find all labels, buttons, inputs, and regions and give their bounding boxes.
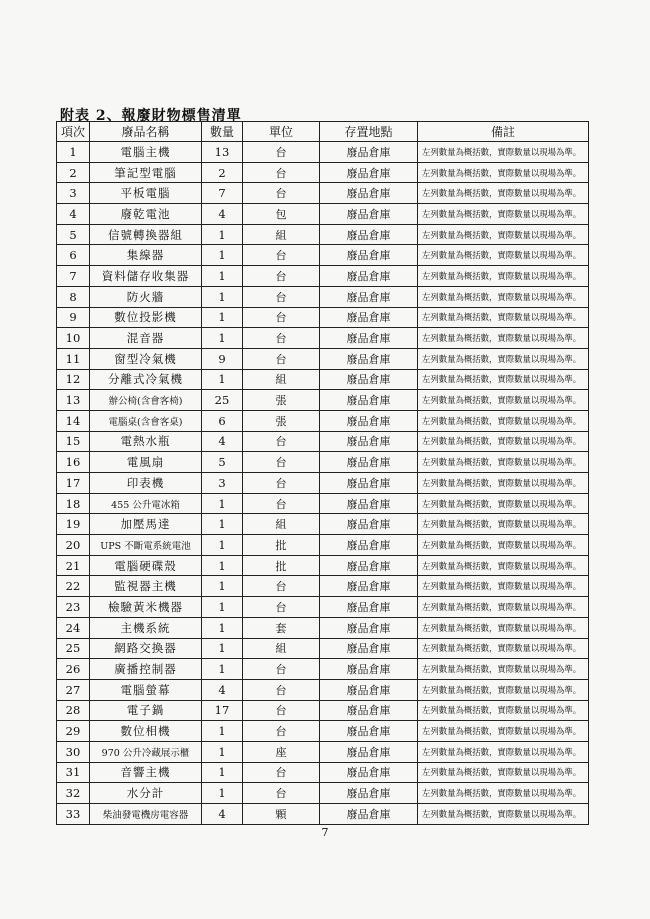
cell-location: 廢品倉庫 — [320, 659, 418, 680]
cell-location: 廢品倉庫 — [320, 162, 418, 183]
cell-unit: 台 — [243, 452, 320, 473]
cell-no: 27 — [57, 679, 90, 700]
cell-no: 19 — [57, 514, 90, 535]
cell-location: 廢品倉庫 — [320, 783, 418, 804]
cell-unit: 組 — [243, 514, 320, 535]
cell-location: 廢品倉庫 — [320, 452, 418, 473]
header-no: 項次 — [57, 122, 90, 142]
cell-unit: 組 — [243, 224, 320, 245]
cell-qty: 13 — [202, 142, 243, 163]
cell-location: 廢品倉庫 — [320, 617, 418, 638]
cell-no: 11 — [57, 348, 90, 369]
cell-remark: 左列數量為概括數，實際數量以現場為準。 — [418, 431, 589, 452]
cell-name: 網路交換器 — [90, 638, 202, 659]
cell-no: 1 — [57, 142, 90, 163]
cell-no: 4 — [57, 204, 90, 225]
cell-no: 16 — [57, 452, 90, 473]
cell-no: 5 — [57, 224, 90, 245]
cell-qty: 7 — [202, 183, 243, 204]
cell-name: 印表機 — [90, 473, 202, 494]
cell-no: 28 — [57, 700, 90, 721]
table-row — [57, 783, 589, 804]
cell-qty: 2 — [202, 162, 243, 183]
cell-name: 廣播控制器 — [90, 659, 202, 680]
cell-no: 21 — [57, 555, 90, 576]
header-name: 廢品名稱 — [90, 122, 202, 142]
cell-remark: 左列數量為概括數，實際數量以現場為準。 — [418, 142, 589, 163]
cell-remark: 左列數量為概括數，實際數量以現場為準。 — [418, 452, 589, 473]
table-row — [57, 473, 589, 494]
cell-qty: 9 — [202, 348, 243, 369]
cell-unit: 台 — [243, 700, 320, 721]
cell-name: 廢乾電池 — [90, 204, 202, 225]
cell-remark: 左列數量為概括數，實際數量以現場為準。 — [418, 576, 589, 597]
table-body — [57, 142, 589, 825]
cell-remark: 左列數量為概括數，實際數量以現場為準。 — [418, 473, 589, 494]
cell-remark: 左列數量為概括數，實際數量以現場為準。 — [418, 514, 589, 535]
table-row — [57, 659, 589, 680]
cell-unit: 批 — [243, 555, 320, 576]
disposal-items-table — [56, 121, 589, 825]
cell-unit: 台 — [243, 245, 320, 266]
cell-name: 455 公升電冰箱 — [90, 493, 202, 514]
table-row — [57, 286, 589, 307]
cell-location: 廢品倉庫 — [320, 741, 418, 762]
cell-location: 廢品倉庫 — [320, 410, 418, 431]
cell-name: 窗型冷氣機 — [90, 348, 202, 369]
cell-no: 31 — [57, 762, 90, 783]
cell-location: 廢品倉庫 — [320, 493, 418, 514]
table-row — [57, 514, 589, 535]
cell-no: 9 — [57, 307, 90, 328]
cell-qty: 1 — [202, 266, 243, 287]
cell-qty: 1 — [202, 224, 243, 245]
cell-remark: 左列數量為概括數，實際數量以現場為準。 — [418, 535, 589, 556]
table-row — [57, 638, 589, 659]
cell-location: 廢品倉庫 — [320, 700, 418, 721]
cell-location: 廢品倉庫 — [320, 224, 418, 245]
cell-location: 廢品倉庫 — [320, 576, 418, 597]
cell-name: 電子鍋 — [90, 700, 202, 721]
table-row — [57, 328, 589, 349]
page-title: 附表 2、報廢財物標售清單 — [60, 108, 242, 124]
cell-location: 廢品倉庫 — [320, 431, 418, 452]
cell-remark: 左列數量為概括數，實際數量以現場為準。 — [418, 638, 589, 659]
cell-unit: 台 — [243, 659, 320, 680]
table-row — [57, 410, 589, 431]
cell-qty: 1 — [202, 659, 243, 680]
cell-location: 廢品倉庫 — [320, 183, 418, 204]
cell-qty: 1 — [202, 783, 243, 804]
cell-location: 廢品倉庫 — [320, 142, 418, 163]
cell-unit: 台 — [243, 162, 320, 183]
cell-remark: 左列數量為概括數，實際數量以現場為準。 — [418, 204, 589, 225]
cell-unit: 張 — [243, 390, 320, 411]
cell-name: 水分計 — [90, 783, 202, 804]
cell-unit: 套 — [243, 617, 320, 638]
cell-qty: 1 — [202, 286, 243, 307]
table-row — [57, 183, 589, 204]
cell-location: 廢品倉庫 — [320, 762, 418, 783]
cell-unit: 台 — [243, 142, 320, 163]
cell-location: 廢品倉庫 — [320, 638, 418, 659]
cell-remark: 左列數量為概括數，實際數量以現場為準。 — [418, 700, 589, 721]
cell-unit: 組 — [243, 638, 320, 659]
cell-qty: 4 — [202, 679, 243, 700]
cell-unit: 台 — [243, 762, 320, 783]
cell-remark: 左列數量為概括數，實際數量以現場為準。 — [418, 369, 589, 390]
cell-remark: 左列數量為概括數，實際數量以現場為準。 — [418, 741, 589, 762]
cell-remark: 左列數量為概括數，實際數量以現場為準。 — [418, 555, 589, 576]
cell-remark: 左列數量為概括數，實際數量以現場為準。 — [418, 410, 589, 431]
cell-qty: 1 — [202, 369, 243, 390]
cell-remark: 左列數量為概括數，實際數量以現場為準。 — [418, 307, 589, 328]
cell-name: 主機系統 — [90, 617, 202, 638]
cell-name: 970 公升冷藏展示櫃 — [90, 741, 202, 762]
cell-no: 32 — [57, 783, 90, 804]
cell-no: 3 — [57, 183, 90, 204]
cell-location: 廢品倉庫 — [320, 535, 418, 556]
cell-location: 廢品倉庫 — [320, 266, 418, 287]
table-row — [57, 741, 589, 762]
cell-qty: 3 — [202, 473, 243, 494]
table-row — [57, 493, 589, 514]
table-row — [57, 452, 589, 473]
cell-location: 廢品倉庫 — [320, 328, 418, 349]
cell-no: 18 — [57, 493, 90, 514]
cell-qty: 1 — [202, 638, 243, 659]
table-header-row — [57, 122, 589, 142]
table-row — [57, 307, 589, 328]
cell-location: 廢品倉庫 — [320, 514, 418, 535]
cell-unit: 台 — [243, 328, 320, 349]
header-qty: 數量 — [202, 122, 243, 142]
cell-no: 10 — [57, 328, 90, 349]
cell-no: 33 — [57, 804, 90, 825]
cell-qty: 25 — [202, 390, 243, 411]
cell-location: 廢品倉庫 — [320, 473, 418, 494]
cell-qty: 1 — [202, 617, 243, 638]
cell-name: 信號轉換器組 — [90, 224, 202, 245]
cell-no: 23 — [57, 597, 90, 618]
cell-unit: 台 — [243, 348, 320, 369]
cell-no: 13 — [57, 390, 90, 411]
cell-location: 廢品倉庫 — [320, 597, 418, 618]
cell-unit: 台 — [243, 783, 320, 804]
table-row — [57, 266, 589, 287]
cell-qty: 1 — [202, 307, 243, 328]
header-unit: 單位 — [243, 122, 320, 142]
cell-name: 集線器 — [90, 245, 202, 266]
cell-location: 廢品倉庫 — [320, 721, 418, 742]
cell-qty: 1 — [202, 576, 243, 597]
cell-unit: 台 — [243, 493, 320, 514]
cell-qty: 1 — [202, 245, 243, 266]
cell-location: 廢品倉庫 — [320, 555, 418, 576]
table-row — [57, 576, 589, 597]
cell-remark: 左列數量為概括數，實際數量以現場為準。 — [418, 617, 589, 638]
cell-unit: 包 — [243, 204, 320, 225]
cell-qty: 4 — [202, 431, 243, 452]
table-row — [57, 431, 589, 452]
table-row — [57, 721, 589, 742]
cell-unit: 台 — [243, 286, 320, 307]
cell-no: 12 — [57, 369, 90, 390]
cell-remark: 左列數量為概括數，實際數量以現場為準。 — [418, 783, 589, 804]
cell-qty: 1 — [202, 741, 243, 762]
table-row — [57, 245, 589, 266]
cell-name: 電腦螢幕 — [90, 679, 202, 700]
cell-no: 25 — [57, 638, 90, 659]
cell-unit: 座 — [243, 741, 320, 762]
cell-location: 廢品倉庫 — [320, 348, 418, 369]
cell-location: 廢品倉庫 — [320, 286, 418, 307]
cell-name: UPS 不斷電系統電池 — [90, 535, 202, 556]
cell-name: 數位投影機 — [90, 307, 202, 328]
cell-no: 17 — [57, 473, 90, 494]
cell-no: 30 — [57, 741, 90, 762]
cell-remark: 左列數量為概括數，實際數量以現場為準。 — [418, 390, 589, 411]
cell-unit: 台 — [243, 183, 320, 204]
cell-qty: 1 — [202, 721, 243, 742]
cell-name: 檢驗黃米機器 — [90, 597, 202, 618]
table-row — [57, 762, 589, 783]
cell-name: 分離式冷氣機 — [90, 369, 202, 390]
cell-no: 20 — [57, 535, 90, 556]
cell-unit: 台 — [243, 473, 320, 494]
cell-qty: 1 — [202, 535, 243, 556]
cell-unit: 台 — [243, 431, 320, 452]
cell-remark: 左列數量為概括數，實際數量以現場為準。 — [418, 721, 589, 742]
cell-no: 6 — [57, 245, 90, 266]
cell-name: 電風扇 — [90, 452, 202, 473]
cell-name: 電腦硬碟殼 — [90, 555, 202, 576]
cell-unit: 張 — [243, 410, 320, 431]
table-row — [57, 535, 589, 556]
table-row — [57, 390, 589, 411]
cell-qty: 1 — [202, 328, 243, 349]
cell-remark: 左列數量為概括數，實際數量以現場為準。 — [418, 266, 589, 287]
cell-remark: 左列數量為概括數，實際數量以現場為準。 — [418, 245, 589, 266]
cell-qty: 6 — [202, 410, 243, 431]
table-row — [57, 804, 589, 825]
table-row — [57, 555, 589, 576]
cell-name: 防火牆 — [90, 286, 202, 307]
table-row — [57, 224, 589, 245]
cell-location: 廢品倉庫 — [320, 390, 418, 411]
cell-no: 24 — [57, 617, 90, 638]
cell-location: 廢品倉庫 — [320, 245, 418, 266]
cell-name: 電熱水瓶 — [90, 431, 202, 452]
cell-remark: 左列數量為概括數，實際數量以現場為準。 — [418, 348, 589, 369]
cell-no: 29 — [57, 721, 90, 742]
cell-location: 廢品倉庫 — [320, 307, 418, 328]
cell-name: 辦公椅(含會客椅) — [90, 390, 202, 411]
table-row — [57, 617, 589, 638]
cell-unit: 台 — [243, 307, 320, 328]
cell-remark: 左列數量為概括數，實際數量以現場為準。 — [418, 286, 589, 307]
table-row — [57, 204, 589, 225]
cell-qty: 1 — [202, 597, 243, 618]
cell-no: 8 — [57, 286, 90, 307]
cell-qty: 17 — [202, 700, 243, 721]
cell-unit: 台 — [243, 721, 320, 742]
cell-remark: 左列數量為概括數，實際數量以現場為準。 — [418, 328, 589, 349]
cell-name: 混音器 — [90, 328, 202, 349]
cell-qty: 5 — [202, 452, 243, 473]
cell-qty: 1 — [202, 555, 243, 576]
page-number: 7 — [321, 826, 329, 839]
cell-unit: 台 — [243, 576, 320, 597]
cell-unit: 台 — [243, 266, 320, 287]
cell-qty: 1 — [202, 514, 243, 535]
cell-remark: 左列數量為概括數，實際數量以現場為準。 — [418, 679, 589, 700]
table-row — [57, 679, 589, 700]
cell-location: 廢品倉庫 — [320, 369, 418, 390]
cell-remark: 左列數量為概括數，實際數量以現場為準。 — [418, 762, 589, 783]
cell-no: 22 — [57, 576, 90, 597]
cell-qty: 4 — [202, 204, 243, 225]
cell-unit: 台 — [243, 597, 320, 618]
cell-location: 廢品倉庫 — [320, 804, 418, 825]
cell-remark: 左列數量為概括數，實際數量以現場為準。 — [418, 183, 589, 204]
cell-name: 監視器主機 — [90, 576, 202, 597]
cell-remark: 左列數量為概括數，實際數量以現場為準。 — [418, 659, 589, 680]
header-remark: 備註 — [418, 122, 589, 142]
table-row — [57, 369, 589, 390]
cell-no: 15 — [57, 431, 90, 452]
cell-unit: 組 — [243, 369, 320, 390]
cell-name: 音響主機 — [90, 762, 202, 783]
cell-name: 資料儲存收集器 — [90, 266, 202, 287]
table-row — [57, 597, 589, 618]
cell-remark: 左列數量為概括數，實際數量以現場為準。 — [418, 224, 589, 245]
cell-unit: 台 — [243, 679, 320, 700]
cell-name: 筆記型電腦 — [90, 162, 202, 183]
cell-unit: 批 — [243, 535, 320, 556]
cell-remark: 左列數量為概括數，實際數量以現場為準。 — [418, 804, 589, 825]
cell-name: 電腦主機 — [90, 142, 202, 163]
cell-qty: 1 — [202, 493, 243, 514]
header-location: 存置地點 — [320, 122, 418, 142]
cell-no: 2 — [57, 162, 90, 183]
cell-name: 電腦桌(含會客桌) — [90, 410, 202, 431]
cell-no: 26 — [57, 659, 90, 680]
table-row — [57, 162, 589, 183]
cell-remark: 左列數量為概括數，實際數量以現場為準。 — [418, 597, 589, 618]
cell-name: 平板電腦 — [90, 183, 202, 204]
cell-no: 7 — [57, 266, 90, 287]
table-row — [57, 142, 589, 163]
cell-unit: 顆 — [243, 804, 320, 825]
cell-remark: 左列數量為概括數，實際數量以現場為準。 — [418, 493, 589, 514]
cell-location: 廢品倉庫 — [320, 679, 418, 700]
cell-location: 廢品倉庫 — [320, 204, 418, 225]
cell-qty: 1 — [202, 762, 243, 783]
cell-remark: 左列數量為概括數，實際數量以現場為準。 — [418, 162, 589, 183]
cell-name: 數位相機 — [90, 721, 202, 742]
table-row — [57, 348, 589, 369]
cell-name: 加壓馬達 — [90, 514, 202, 535]
cell-no: 14 — [57, 410, 90, 431]
cell-qty: 4 — [202, 804, 243, 825]
cell-name: 柴油發電機房電容器 — [90, 804, 202, 825]
table-row — [57, 700, 589, 721]
